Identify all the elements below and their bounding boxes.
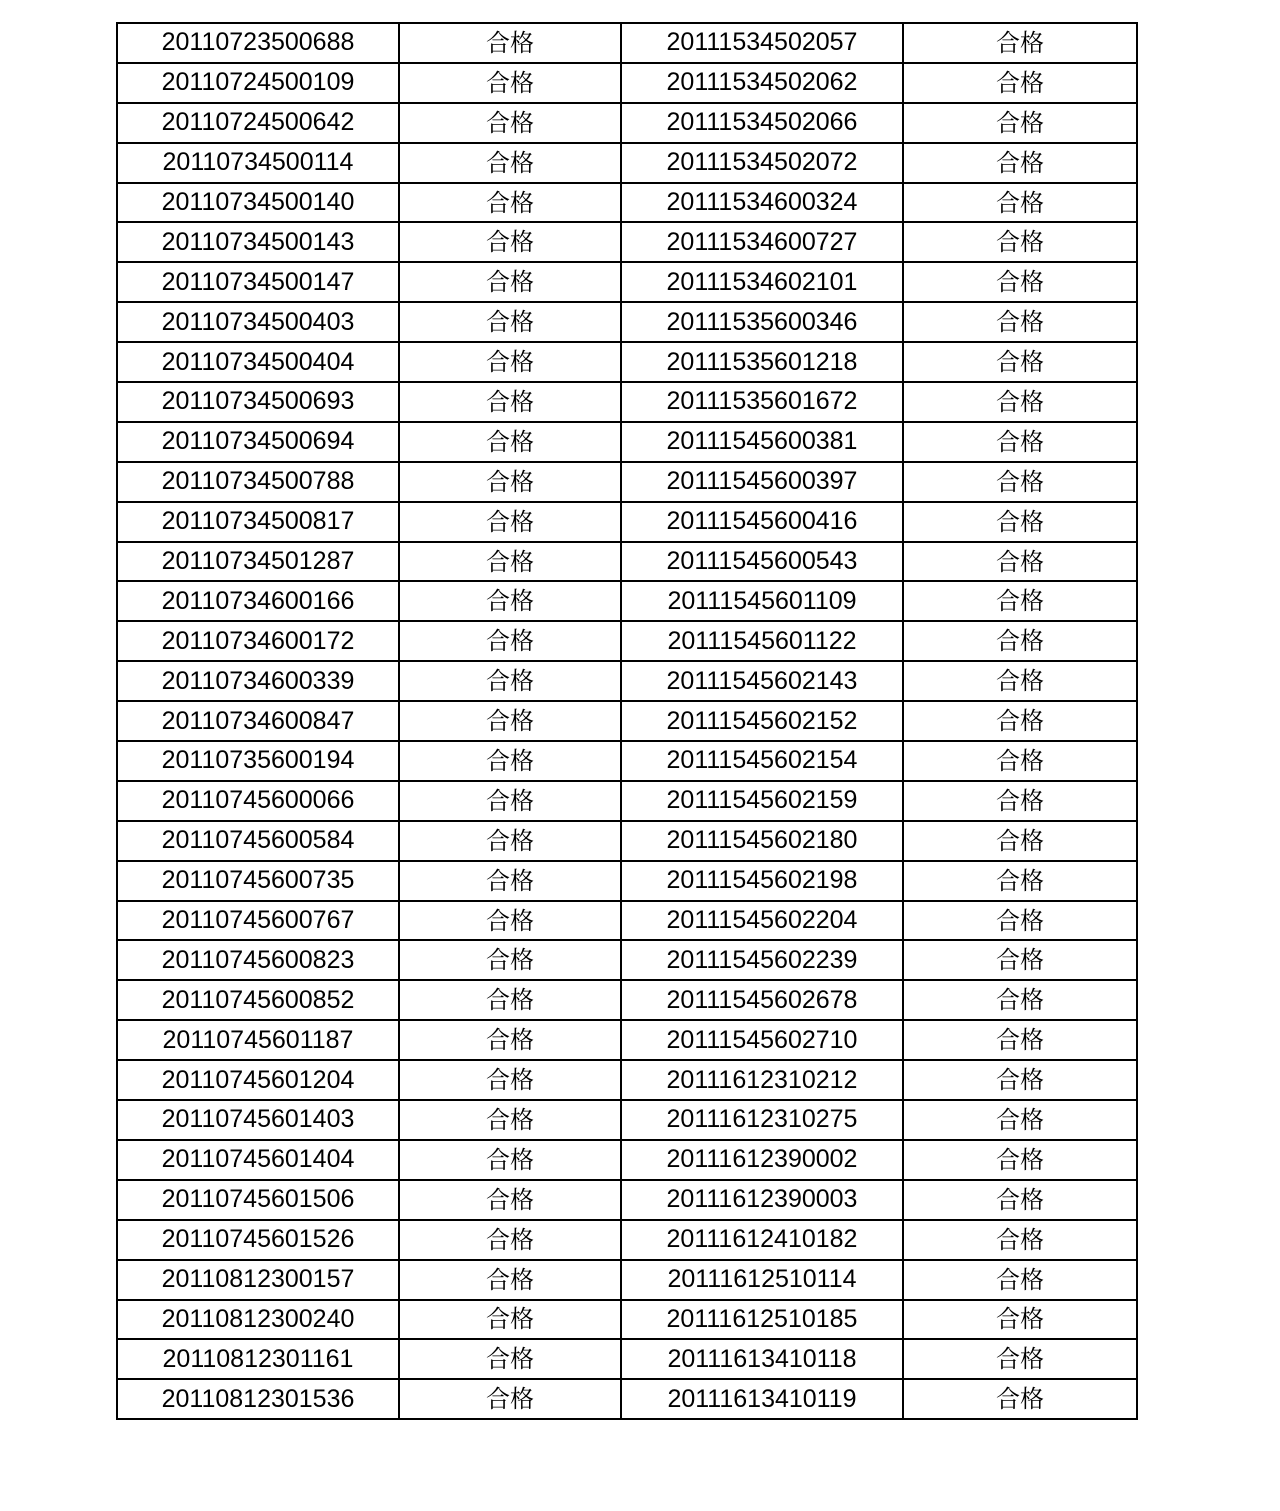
result-left-cell: 合格 xyxy=(399,342,621,382)
result-right-cell: 合格 xyxy=(903,1260,1137,1300)
candidate-id-left-cell: 20110745600066 xyxy=(117,781,399,821)
candidate-id-left-cell: 20110812300157 xyxy=(117,1260,399,1300)
table-row xyxy=(117,183,1137,223)
table-row xyxy=(117,1220,1137,1260)
result-left-cell: 合格 xyxy=(399,1220,621,1260)
result-right-cell: 合格 xyxy=(903,1060,1137,1100)
result-right-cell: 合格 xyxy=(903,980,1137,1020)
candidate-id-left-cell: 20110723500688 xyxy=(117,23,399,63)
candidate-id-left-cell: 20110734500788 xyxy=(117,462,399,502)
table-row xyxy=(117,940,1137,980)
result-left-cell: 合格 xyxy=(399,1379,621,1419)
table-row xyxy=(117,382,1137,422)
result-right-cell: 合格 xyxy=(903,222,1137,262)
table-row xyxy=(117,661,1137,701)
candidate-id-right-cell: 20111612390002 xyxy=(621,1140,903,1180)
candidate-id-left-cell: 20110734500694 xyxy=(117,422,399,462)
result-right-cell: 合格 xyxy=(903,302,1137,342)
candidate-id-right-cell: 20111535601218 xyxy=(621,342,903,382)
result-right-cell: 合格 xyxy=(903,661,1137,701)
table-row xyxy=(117,741,1137,781)
table-row xyxy=(117,1339,1137,1379)
candidate-id-right-cell: 20111545600543 xyxy=(621,542,903,582)
table-row xyxy=(117,861,1137,901)
table-row xyxy=(117,103,1137,143)
result-left-cell: 合格 xyxy=(399,581,621,621)
table-row xyxy=(117,1020,1137,1060)
table-row xyxy=(117,63,1137,103)
result-right-cell: 合格 xyxy=(903,701,1137,741)
table-row xyxy=(117,1100,1137,1140)
candidate-id-right-cell: 20111534502072 xyxy=(621,143,903,183)
table-row xyxy=(117,701,1137,741)
candidate-id-right-cell: 20111535600346 xyxy=(621,302,903,342)
result-right-cell: 合格 xyxy=(903,1220,1137,1260)
table-row xyxy=(117,581,1137,621)
result-left-cell: 合格 xyxy=(399,542,621,582)
result-right-cell: 合格 xyxy=(903,741,1137,781)
result-right-cell: 合格 xyxy=(903,262,1137,302)
candidate-id-left-cell: 20110735600194 xyxy=(117,741,399,781)
result-left-cell: 合格 xyxy=(399,1140,621,1180)
result-left-cell: 合格 xyxy=(399,861,621,901)
result-right-cell: 合格 xyxy=(903,462,1137,502)
candidate-id-right-cell: 20111545601122 xyxy=(621,621,903,661)
result-right-cell: 合格 xyxy=(903,1100,1137,1140)
candidate-id-left-cell: 20110734600166 xyxy=(117,581,399,621)
table-row xyxy=(117,781,1137,821)
result-left-cell: 合格 xyxy=(399,781,621,821)
candidate-id-right-cell: 20111612310212 xyxy=(621,1060,903,1100)
table-row xyxy=(117,980,1137,1020)
candidate-id-left-cell: 20110745601506 xyxy=(117,1180,399,1220)
candidate-id-right-cell: 20111534600727 xyxy=(621,222,903,262)
table-row xyxy=(117,222,1137,262)
candidate-id-left-cell: 20110734500147 xyxy=(117,262,399,302)
candidate-id-left-cell: 20110734500143 xyxy=(117,222,399,262)
candidate-id-right-cell: 20111545602204 xyxy=(621,901,903,941)
candidate-id-left-cell: 20110734500404 xyxy=(117,342,399,382)
table-row xyxy=(117,302,1137,342)
result-left-cell: 合格 xyxy=(399,1300,621,1340)
result-left-cell: 合格 xyxy=(399,422,621,462)
table-row xyxy=(117,1140,1137,1180)
candidate-id-right-cell: 20111534502066 xyxy=(621,103,903,143)
table-row xyxy=(117,901,1137,941)
result-left-cell: 合格 xyxy=(399,462,621,502)
result-right-cell: 合格 xyxy=(903,1140,1137,1180)
candidate-id-right-cell: 20111534600324 xyxy=(621,183,903,223)
table-row xyxy=(117,143,1137,183)
table-row xyxy=(117,542,1137,582)
result-left-cell: 合格 xyxy=(399,143,621,183)
candidate-id-left-cell: 20110745601526 xyxy=(117,1220,399,1260)
candidate-id-left-cell: 20110812301161 xyxy=(117,1339,399,1379)
result-right-cell: 合格 xyxy=(903,342,1137,382)
table-row xyxy=(117,621,1137,661)
candidate-id-right-cell: 20111612310275 xyxy=(621,1100,903,1140)
result-right-cell: 合格 xyxy=(903,542,1137,582)
candidate-id-right-cell: 20111613410118 xyxy=(621,1339,903,1379)
result-right-cell: 合格 xyxy=(903,940,1137,980)
candidate-id-left-cell: 20110734501287 xyxy=(117,542,399,582)
candidate-id-right-cell: 20111545602154 xyxy=(621,741,903,781)
table-row xyxy=(117,1379,1137,1419)
result-left-cell: 合格 xyxy=(399,302,621,342)
candidate-id-right-cell: 20111613410119 xyxy=(621,1379,903,1419)
candidate-id-right-cell: 20111612510114 xyxy=(621,1260,903,1300)
result-left-cell: 合格 xyxy=(399,1060,621,1100)
candidate-id-right-cell: 20111612410182 xyxy=(621,1220,903,1260)
candidate-id-right-cell: 20111545602710 xyxy=(621,1020,903,1060)
candidate-id-left-cell: 20110745601204 xyxy=(117,1060,399,1100)
candidate-id-left-cell: 20110745600584 xyxy=(117,821,399,861)
candidate-id-right-cell: 20111545602180 xyxy=(621,821,903,861)
candidate-id-right-cell: 20111534602101 xyxy=(621,262,903,302)
table-row xyxy=(117,422,1137,462)
result-left-cell: 合格 xyxy=(399,1180,621,1220)
candidate-id-right-cell: 20111535601672 xyxy=(621,382,903,422)
candidate-id-left-cell: 20110745601187 xyxy=(117,1020,399,1060)
candidate-id-left-cell: 20110734500693 xyxy=(117,382,399,422)
result-left-cell: 合格 xyxy=(399,1260,621,1300)
result-left-cell: 合格 xyxy=(399,502,621,542)
results-table-body xyxy=(117,23,1137,1419)
candidate-id-left-cell: 20110745600735 xyxy=(117,861,399,901)
candidate-id-right-cell: 20111545602152 xyxy=(621,701,903,741)
candidate-id-left-cell: 20110745600823 xyxy=(117,940,399,980)
result-left-cell: 合格 xyxy=(399,262,621,302)
table-row xyxy=(117,23,1137,63)
result-left-cell: 合格 xyxy=(399,821,621,861)
candidate-id-left-cell: 20110745601403 xyxy=(117,1100,399,1140)
candidate-id-right-cell: 20111612510185 xyxy=(621,1300,903,1340)
result-right-cell: 合格 xyxy=(903,581,1137,621)
table-row xyxy=(117,342,1137,382)
candidate-id-right-cell: 20111534502062 xyxy=(621,63,903,103)
result-right-cell: 合格 xyxy=(903,382,1137,422)
candidate-id-right-cell: 20111545600381 xyxy=(621,422,903,462)
candidate-id-left-cell: 20110734500114 xyxy=(117,143,399,183)
candidate-id-right-cell: 20111545601109 xyxy=(621,581,903,621)
candidate-id-left-cell: 20110734600339 xyxy=(117,661,399,701)
result-right-cell: 合格 xyxy=(903,1020,1137,1060)
table-row xyxy=(117,462,1137,502)
result-left-cell: 合格 xyxy=(399,23,621,63)
candidate-id-right-cell: 20111545602198 xyxy=(621,861,903,901)
candidate-id-left-cell: 20110734600847 xyxy=(117,701,399,741)
candidate-id-left-cell: 20110812300240 xyxy=(117,1300,399,1340)
candidate-id-left-cell: 20110724500642 xyxy=(117,103,399,143)
candidate-id-right-cell: 20111545602143 xyxy=(621,661,903,701)
table-row xyxy=(117,262,1137,302)
result-left-cell: 合格 xyxy=(399,382,621,422)
result-right-cell: 合格 xyxy=(903,502,1137,542)
result-left-cell: 合格 xyxy=(399,701,621,741)
result-left-cell: 合格 xyxy=(399,63,621,103)
result-left-cell: 合格 xyxy=(399,183,621,223)
result-right-cell: 合格 xyxy=(903,1379,1137,1419)
result-left-cell: 合格 xyxy=(399,980,621,1020)
result-left-cell: 合格 xyxy=(399,741,621,781)
result-right-cell: 合格 xyxy=(903,901,1137,941)
candidate-id-right-cell: 20111545602678 xyxy=(621,980,903,1020)
candidate-id-left-cell: 20110734600172 xyxy=(117,621,399,661)
table-row xyxy=(117,1300,1137,1340)
table-row xyxy=(117,821,1137,861)
result-left-cell: 合格 xyxy=(399,901,621,941)
candidate-id-left-cell: 20110745600852 xyxy=(117,980,399,1020)
result-right-cell: 合格 xyxy=(903,143,1137,183)
candidate-id-right-cell: 20111612390003 xyxy=(621,1180,903,1220)
candidate-id-left-cell: 20110745600767 xyxy=(117,901,399,941)
result-left-cell: 合格 xyxy=(399,222,621,262)
result-right-cell: 合格 xyxy=(903,422,1137,462)
result-left-cell: 合格 xyxy=(399,1100,621,1140)
result-left-cell: 合格 xyxy=(399,661,621,701)
candidate-id-left-cell: 20110745601404 xyxy=(117,1140,399,1180)
candidate-id-left-cell: 20110734500140 xyxy=(117,183,399,223)
result-right-cell: 合格 xyxy=(903,821,1137,861)
table-row xyxy=(117,1060,1137,1100)
result-right-cell: 合格 xyxy=(903,861,1137,901)
result-right-cell: 合格 xyxy=(903,63,1137,103)
table-row xyxy=(117,1260,1137,1300)
result-right-cell: 合格 xyxy=(903,23,1137,63)
candidate-id-left-cell: 20110724500109 xyxy=(117,63,399,103)
result-right-cell: 合格 xyxy=(903,621,1137,661)
candidate-id-right-cell: 20111545602159 xyxy=(621,781,903,821)
table-row xyxy=(117,1180,1137,1220)
result-left-cell: 合格 xyxy=(399,103,621,143)
result-right-cell: 合格 xyxy=(903,103,1137,143)
result-right-cell: 合格 xyxy=(903,1339,1137,1379)
result-left-cell: 合格 xyxy=(399,1339,621,1379)
candidate-id-right-cell: 20111534502057 xyxy=(621,23,903,63)
candidate-id-left-cell: 20110734500817 xyxy=(117,502,399,542)
candidate-id-left-cell: 20110812301536 xyxy=(117,1379,399,1419)
results-table xyxy=(116,22,1138,1420)
result-left-cell: 合格 xyxy=(399,1020,621,1060)
candidate-id-left-cell: 20110734500403 xyxy=(117,302,399,342)
table-row xyxy=(117,502,1137,542)
candidate-id-right-cell: 20111545600416 xyxy=(621,502,903,542)
candidate-id-right-cell: 20111545602239 xyxy=(621,940,903,980)
result-left-cell: 合格 xyxy=(399,940,621,980)
result-right-cell: 合格 xyxy=(903,1180,1137,1220)
result-right-cell: 合格 xyxy=(903,1300,1137,1340)
result-right-cell: 合格 xyxy=(903,183,1137,223)
candidate-id-right-cell: 20111545600397 xyxy=(621,462,903,502)
result-left-cell: 合格 xyxy=(399,621,621,661)
result-right-cell: 合格 xyxy=(903,781,1137,821)
